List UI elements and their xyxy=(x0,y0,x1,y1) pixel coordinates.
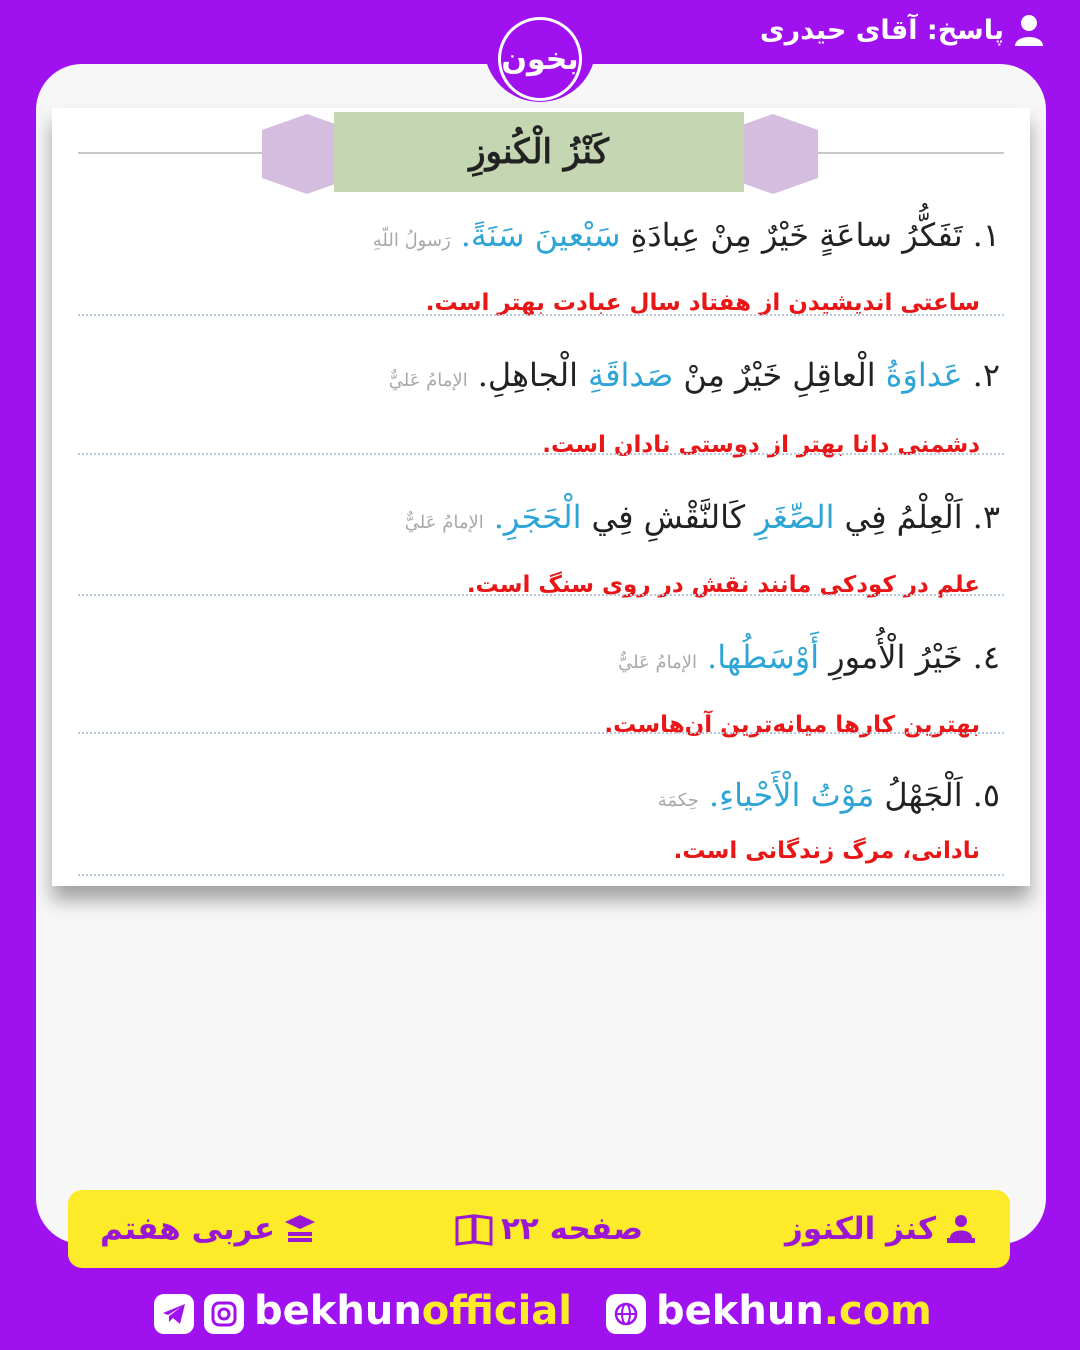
item-number: ٢. xyxy=(972,356,1000,394)
arabic-text: كَالنَّقْشِ فِي xyxy=(591,498,746,536)
arabic-text: اَلْعِلْمُ فِي xyxy=(844,498,963,536)
answer-line xyxy=(78,453,1004,455)
answer-line xyxy=(78,732,1004,734)
answer-line xyxy=(78,314,1004,316)
answer-line xyxy=(78,594,1004,596)
item-5 xyxy=(72,776,1000,814)
social-handle[interactable]: bekhunofficial xyxy=(254,1288,573,1334)
item-4 xyxy=(72,638,1000,676)
item-2 xyxy=(72,356,1000,394)
arabic-highlight: صَداقَةِ xyxy=(588,356,674,394)
lesson-name: کنز الکنوز xyxy=(785,1211,936,1247)
item-number: ٥. xyxy=(972,776,1000,814)
arabic-highlight: عَداوَةُ xyxy=(885,356,963,394)
globe-icon xyxy=(606,1294,646,1334)
grade-info xyxy=(100,1211,317,1247)
answer-3: علم در کودکی مانند نقش در روی سنگ است. xyxy=(466,572,980,598)
hadith-source: حِكمَة xyxy=(657,790,699,811)
answer-2: دشمنی دانا بهتر از دوستی نادان است. xyxy=(542,432,980,458)
answer-5: نادانی، مرگ زندگانی است. xyxy=(673,838,980,864)
hadith-source: الإمامُ عَليٌّ xyxy=(388,370,468,391)
book-icon xyxy=(459,1212,493,1246)
lesson-title: كَنْزُ الْكُنوزِ xyxy=(334,112,744,192)
arabic-text: الْعاقِلِ خَيْرٌ مِنْ xyxy=(683,356,876,394)
telegram-icon[interactable] xyxy=(154,1294,194,1334)
grade-name: عربی هفتم xyxy=(100,1211,276,1247)
arabic-text: الْجاهِلِ. xyxy=(477,356,579,394)
answer-line xyxy=(78,874,1004,876)
website-link[interactable]: bekhun.com xyxy=(656,1288,932,1334)
answer-by-text: پاسخ: آقای حیدری xyxy=(759,14,1004,46)
instagram-icon[interactable] xyxy=(204,1294,244,1334)
info-bar xyxy=(68,1190,1010,1268)
hadith-source: الإمامُ عَليٌّ xyxy=(618,652,698,673)
graduation-cap-icon xyxy=(283,1212,317,1246)
arabic-text: تَفَكُّرُ ساعَةٍ خَيْرٌ مِنْ عِبادَةِ xyxy=(630,216,963,254)
answer-1: ساعتی اندیشیدن از هفتاد سال عبادت بهتر است. xyxy=(425,290,980,316)
page-info xyxy=(459,1211,643,1247)
arabic-highlight: مَوْتُ الْأَحْياءِ. xyxy=(708,776,875,814)
arabic-text: خَيْرُ الْأُمورِ xyxy=(829,638,963,676)
hadith-source: رَسولُ اللّهِ xyxy=(372,230,451,251)
page-number: صفحه ۲۲ xyxy=(501,1211,644,1247)
arabic-text: اَلْجَهْلُ xyxy=(884,776,963,814)
item-3 xyxy=(72,498,1000,536)
item-number: ٣. xyxy=(972,498,1000,536)
answer-4: بهترین کارها میانه‌ترین آن‌هاست. xyxy=(604,712,980,738)
item-number: ١. xyxy=(972,216,1000,254)
item-number: ٤. xyxy=(972,638,1000,676)
item-1 xyxy=(72,216,1000,254)
textbook-page xyxy=(52,108,1030,886)
lesson-info xyxy=(785,1211,978,1247)
answer-by xyxy=(760,14,1044,46)
footer xyxy=(0,1280,1080,1350)
user-icon xyxy=(1014,14,1044,46)
arabic-highlight: الْحَجَرِ. xyxy=(493,498,582,536)
arabic-highlight: الصِّغَرِ xyxy=(755,498,835,536)
arabic-highlight: أَوْسَطُها. xyxy=(707,638,820,676)
arabic-highlight: سَبْعينَ سَنَةً. xyxy=(460,216,621,254)
logo-text: بخون xyxy=(498,17,582,101)
hadith-source: الإمامُ عَليٌّ xyxy=(404,512,484,533)
teacher-icon xyxy=(944,1212,978,1246)
